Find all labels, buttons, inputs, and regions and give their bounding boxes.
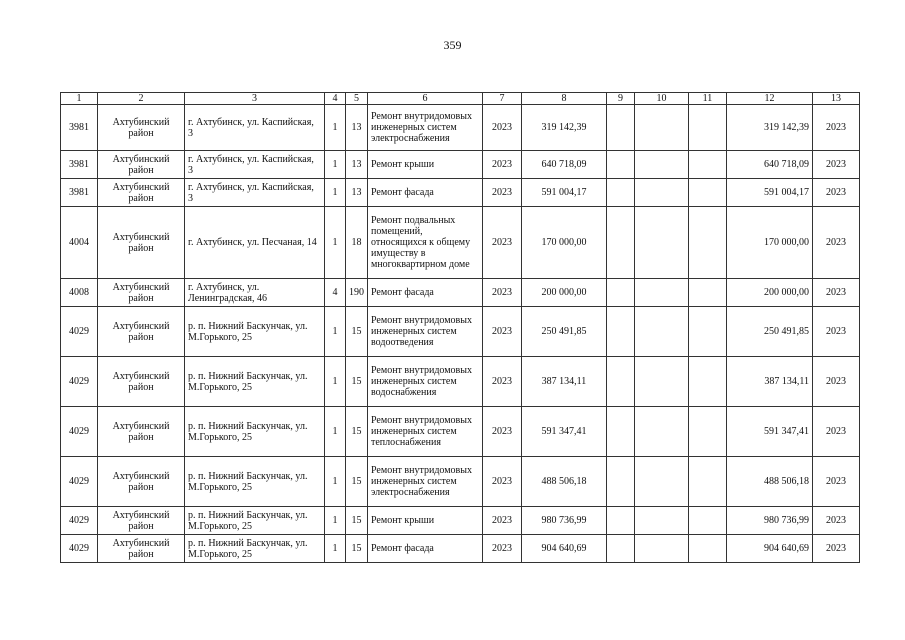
- cell-cost: 387 134,11: [522, 357, 607, 407]
- cell-district: Ахтубинский район: [98, 357, 185, 407]
- cell-work-type: Ремонт подвальных помещений, относящихся к общему имуществу в многоквартирном доме: [368, 207, 483, 279]
- cell-id: 4029: [61, 507, 98, 535]
- cell-col11: [689, 105, 727, 151]
- cell-year: 2023: [483, 407, 522, 457]
- cell-work-type: Ремонт внутридомовых инженерных систем электроснабжения: [368, 105, 483, 151]
- cell-col10: [635, 535, 689, 563]
- column-header: 7: [483, 93, 522, 105]
- cell-col9: [607, 105, 635, 151]
- cell-cost: 170 000,00: [522, 207, 607, 279]
- cell-work-type: Ремонт фасада: [368, 535, 483, 563]
- cell-col9: [607, 279, 635, 307]
- cell-col10: [635, 279, 689, 307]
- cell-col4: 1: [325, 179, 346, 207]
- cell-year: 2023: [483, 151, 522, 179]
- cell-col10: [635, 207, 689, 279]
- column-header: 6: [368, 93, 483, 105]
- column-header: 3: [185, 93, 325, 105]
- cell-end-year: 2023: [813, 457, 860, 507]
- cell-col10: [635, 457, 689, 507]
- cell-end-year: 2023: [813, 179, 860, 207]
- cell-end-year: 2023: [813, 151, 860, 179]
- cell-col10: [635, 179, 689, 207]
- cell-address: г. Ахтубинск, ул. Песчаная, 14: [185, 207, 325, 279]
- cell-work-type: Ремонт крыши: [368, 151, 483, 179]
- cell-cost: 980 736,99: [522, 507, 607, 535]
- cell-col9: [607, 307, 635, 357]
- cell-district: Ахтубинский район: [98, 151, 185, 179]
- cell-col9: [607, 507, 635, 535]
- cell-year: 2023: [483, 507, 522, 535]
- cell-col5: 15: [346, 535, 368, 563]
- cell-col11: [689, 207, 727, 279]
- cell-address: г. Ахтубинск, ул. Каспийская, 3: [185, 179, 325, 207]
- cell-col11: [689, 535, 727, 563]
- cell-work-type: Ремонт внутридомовых инженерных систем теплоснабжения: [368, 407, 483, 457]
- column-number-row: [61, 93, 860, 105]
- cell-work-type: Ремонт фасада: [368, 179, 483, 207]
- cell-cost: 319 142,39: [522, 105, 607, 151]
- cell-total-cost: 319 142,39: [727, 105, 813, 151]
- cell-end-year: 2023: [813, 307, 860, 357]
- cell-col4: 1: [325, 457, 346, 507]
- cell-cost: 200 000,00: [522, 279, 607, 307]
- column-header: 9: [607, 93, 635, 105]
- cell-total-cost: 904 640,69: [727, 535, 813, 563]
- cell-col11: [689, 307, 727, 357]
- cell-district: Ахтубинский район: [98, 105, 185, 151]
- cell-cost: 488 506,18: [522, 457, 607, 507]
- cell-year: 2023: [483, 535, 522, 563]
- table-row: [61, 207, 860, 279]
- table-row: [61, 357, 860, 407]
- cell-col11: [689, 407, 727, 457]
- cell-col4: 1: [325, 151, 346, 179]
- cell-id: 4029: [61, 457, 98, 507]
- table-row: [61, 507, 860, 535]
- cell-end-year: 2023: [813, 105, 860, 151]
- cell-total-cost: 488 506,18: [727, 457, 813, 507]
- cell-cost: 250 491,85: [522, 307, 607, 357]
- cell-col5: 18: [346, 207, 368, 279]
- cell-district: Ахтубинский район: [98, 179, 185, 207]
- column-header: 13: [813, 93, 860, 105]
- cell-id: 3981: [61, 179, 98, 207]
- cell-year: 2023: [483, 207, 522, 279]
- cell-col9: [607, 207, 635, 279]
- cell-col11: [689, 179, 727, 207]
- cell-work-type: Ремонт крыши: [368, 507, 483, 535]
- cell-col11: [689, 357, 727, 407]
- column-header: 8: [522, 93, 607, 105]
- cell-col5: 15: [346, 457, 368, 507]
- cell-year: 2023: [483, 307, 522, 357]
- cell-address: г. Ахтубинск, ул. Каспийская, 3: [185, 105, 325, 151]
- cell-col11: [689, 279, 727, 307]
- column-header: 12: [727, 93, 813, 105]
- cell-address: г. Ахтубинск, ул. Каспийская, 3: [185, 151, 325, 179]
- cell-address: р. п. Нижний Баскунчак, ул. М.Горького, 25: [185, 457, 325, 507]
- cell-col5: 15: [346, 507, 368, 535]
- cell-col11: [689, 457, 727, 507]
- cell-col10: [635, 105, 689, 151]
- column-header: 2: [98, 93, 185, 105]
- cell-total-cost: 591 347,41: [727, 407, 813, 457]
- cell-col11: [689, 151, 727, 179]
- cell-address: р. п. Нижний Баскунчак, ул. М.Горького, 25: [185, 535, 325, 563]
- cell-col10: [635, 307, 689, 357]
- cell-col4: 1: [325, 507, 346, 535]
- cell-work-type: Ремонт внутридомовых инженерных систем водоотведения: [368, 307, 483, 357]
- table-row: [61, 307, 860, 357]
- cell-end-year: 2023: [813, 207, 860, 279]
- cell-col9: [607, 407, 635, 457]
- cell-cost: 591 004,17: [522, 179, 607, 207]
- cell-total-cost: 250 491,85: [727, 307, 813, 357]
- column-header: 10: [635, 93, 689, 105]
- cell-year: 2023: [483, 179, 522, 207]
- cell-cost: 591 347,41: [522, 407, 607, 457]
- cell-col9: [607, 179, 635, 207]
- cell-cost: 904 640,69: [522, 535, 607, 563]
- column-header: 4: [325, 93, 346, 105]
- cell-district: Ахтубинский район: [98, 407, 185, 457]
- cell-district: Ахтубинский район: [98, 279, 185, 307]
- cell-col5: 190: [346, 279, 368, 307]
- cell-col4: 1: [325, 535, 346, 563]
- cell-id: 3981: [61, 105, 98, 151]
- table-row: [61, 151, 860, 179]
- cell-col10: [635, 507, 689, 535]
- cell-address: р. п. Нижний Баскунчак, ул. М.Горького, 25: [185, 357, 325, 407]
- cell-address: р. п. Нижний Баскунчак, ул. М.Горького, 25: [185, 407, 325, 457]
- cell-district: Ахтубинский район: [98, 307, 185, 357]
- cell-end-year: 2023: [813, 535, 860, 563]
- cell-col4: 1: [325, 105, 346, 151]
- cell-year: 2023: [483, 457, 522, 507]
- cell-id: 4029: [61, 357, 98, 407]
- column-header: 11: [689, 93, 727, 105]
- cell-district: Ахтубинский район: [98, 207, 185, 279]
- table-row: [61, 535, 860, 563]
- cell-end-year: 2023: [813, 407, 860, 457]
- column-header: 5: [346, 93, 368, 105]
- cell-district: Ахтубинский район: [98, 535, 185, 563]
- table-row: [61, 407, 860, 457]
- cell-col5: 13: [346, 179, 368, 207]
- cell-year: 2023: [483, 357, 522, 407]
- cell-col4: 1: [325, 357, 346, 407]
- cell-col5: 15: [346, 407, 368, 457]
- cell-district: Ахтубинский район: [98, 457, 185, 507]
- cell-col5: 13: [346, 105, 368, 151]
- cell-id: 4029: [61, 535, 98, 563]
- cell-col4: 1: [325, 407, 346, 457]
- cell-col11: [689, 507, 727, 535]
- cell-col9: [607, 357, 635, 407]
- cell-col5: 15: [346, 357, 368, 407]
- cell-col10: [635, 407, 689, 457]
- cell-id: 4008: [61, 279, 98, 307]
- cell-col5: 15: [346, 307, 368, 357]
- cell-total-cost: 387 134,11: [727, 357, 813, 407]
- cell-col9: [607, 535, 635, 563]
- cell-col4: 4: [325, 279, 346, 307]
- cell-id: 4004: [61, 207, 98, 279]
- cell-district: Ахтубинский район: [98, 507, 185, 535]
- table-row: [61, 179, 860, 207]
- cell-year: 2023: [483, 105, 522, 151]
- table-row: [61, 279, 860, 307]
- cell-address: р. п. Нижний Баскунчак, ул. М.Горького, 25: [185, 307, 325, 357]
- page-number: 359: [443, 38, 462, 52]
- cell-id: 4029: [61, 407, 98, 457]
- cell-address: г. Ахтубинск, ул. Ленинградская, 46: [185, 279, 325, 307]
- cell-col10: [635, 357, 689, 407]
- cell-total-cost: 640 718,09: [727, 151, 813, 179]
- cell-col5: 13: [346, 151, 368, 179]
- cell-total-cost: 591 004,17: [727, 179, 813, 207]
- cell-address: р. п. Нижний Баскунчак, ул. М.Горького, 25: [185, 507, 325, 535]
- cell-cost: 640 718,09: [522, 151, 607, 179]
- cell-work-type: Ремонт внутридомовых инженерных систем водоснабжения: [368, 357, 483, 407]
- cell-col10: [635, 151, 689, 179]
- cell-work-type: Ремонт внутридомовых инженерных систем электроснабжения: [368, 457, 483, 507]
- table-row: [61, 457, 860, 507]
- cell-total-cost: 980 736,99: [727, 507, 813, 535]
- cell-id: 3981: [61, 151, 98, 179]
- cell-col9: [607, 151, 635, 179]
- cell-total-cost: 200 000,00: [727, 279, 813, 307]
- data-table: [60, 92, 860, 563]
- cell-end-year: 2023: [813, 279, 860, 307]
- cell-col4: 1: [325, 307, 346, 357]
- cell-end-year: 2023: [813, 507, 860, 535]
- table-row: [61, 105, 860, 151]
- cell-year: 2023: [483, 279, 522, 307]
- cell-id: 4029: [61, 307, 98, 357]
- column-header: 1: [61, 93, 98, 105]
- cell-end-year: 2023: [813, 357, 860, 407]
- cell-col9: [607, 457, 635, 507]
- cell-col4: 1: [325, 207, 346, 279]
- cell-total-cost: 170 000,00: [727, 207, 813, 279]
- cell-work-type: Ремонт фасада: [368, 279, 483, 307]
